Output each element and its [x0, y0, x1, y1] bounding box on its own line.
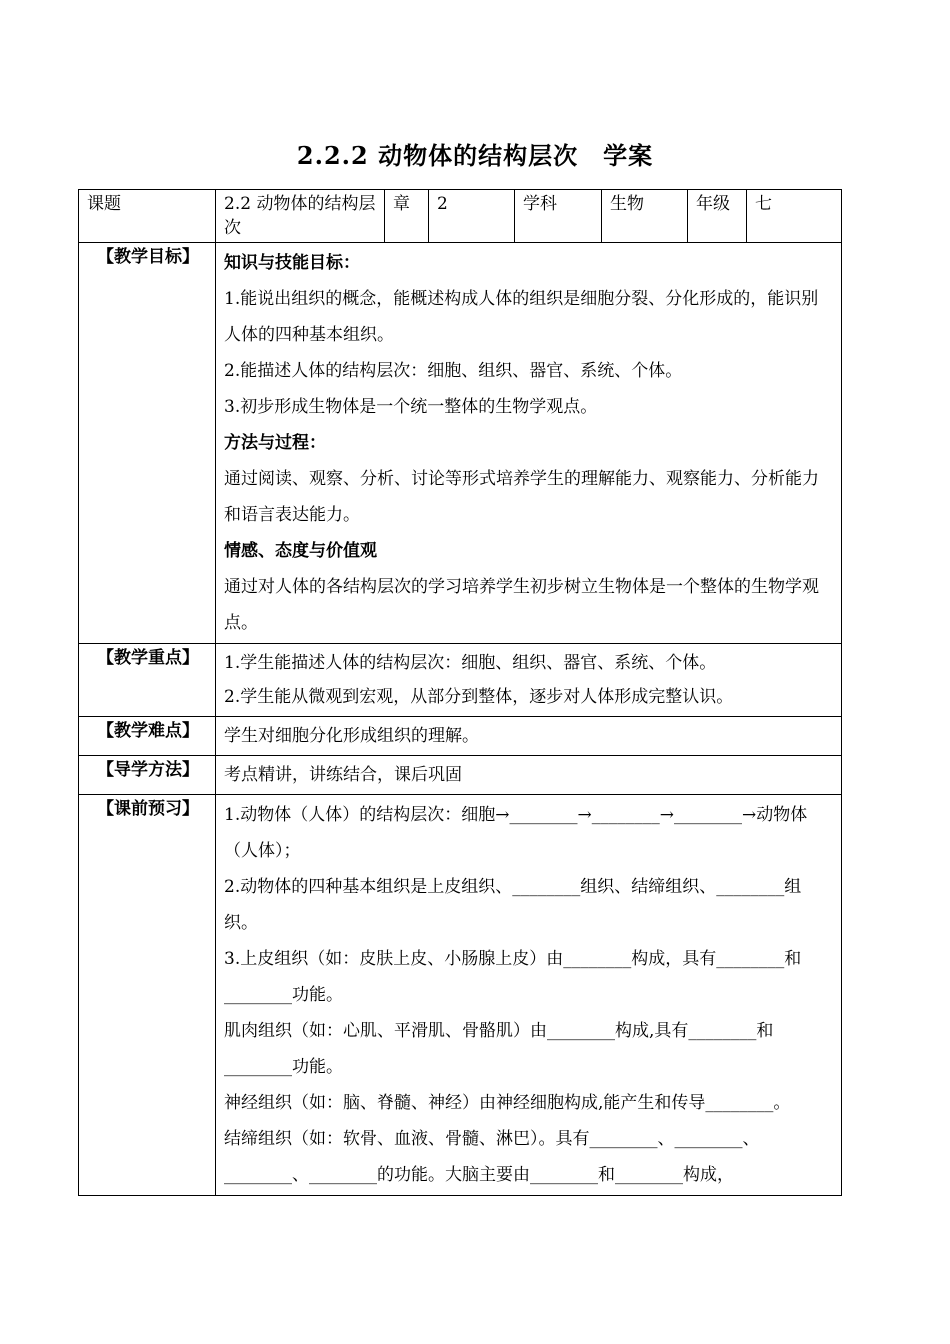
chapter-label: 章 [385, 190, 429, 243]
subject-value: 生物 [602, 190, 688, 243]
knowledge-item-1: 1.能说出组织的概念，能概述构成人体的组织是细胞分裂、分化形成的，能识别人体的四种基本组织。 [224, 289, 819, 345]
difficulty-content [216, 717, 842, 756]
key-point-1: 1.学生能描述人体的结构层次：细胞、组织、器官、系统、个体。 [224, 653, 717, 673]
page-title: 2.2.2 动物体的结构层次 学案 [296, 141, 654, 170]
key-points-row [79, 644, 842, 717]
difficulty-row [79, 717, 842, 756]
method-heading: 方法与过程： [224, 433, 326, 453]
preview-row [79, 795, 842, 1196]
knowledge-heading: 知识与技能目标： [224, 253, 360, 273]
preview-question-5: 神经组织（如：脑、脊髓、神经）由神经细胞构成,能产生和传导________。 [224, 1093, 791, 1113]
method-row [79, 756, 842, 795]
preview-question-2: 2.动物体的四种基本组织是上皮组织、________组织、结缔组织、________组织。 [224, 877, 802, 933]
lesson-plan-table [78, 189, 842, 1196]
emotion-heading: 情感、态度与价值观 [224, 541, 377, 561]
header-row [79, 190, 842, 243]
knowledge-item-3: 3.初步形成生物体是一个统一整体的生物学观点。 [224, 397, 598, 417]
emotion-text: 通过对人体的各结构层次的学习培养学生初步树立生物体是一个整体的生物学观点。 [224, 577, 819, 633]
chapter-value: 2 [429, 190, 515, 243]
preview-question-6: 结缔组织（如：软骨、血液、骨髓、淋巴）。具有________、________、________、________的功能。大脑主要由________和________构成， [224, 1129, 760, 1185]
subject-label: 学科 [515, 190, 602, 243]
preview-label: 【课前预习】 [79, 795, 216, 1196]
preview-question-3: 3.上皮组织（如：皮肤上皮、小肠腺上皮）由________构成，具有________和________功能。 [224, 949, 802, 1005]
method-row-text: 考点精讲，讲练结合，课后巩固 [224, 765, 462, 785]
difficulty-text: 学生对细胞分化形成组织的理解。 [224, 726, 479, 746]
knowledge-item-2: 2.能描述人体的结构层次：细胞、组织、器官、系统、个体。 [224, 361, 683, 381]
objectives-row [79, 243, 842, 644]
method-content [216, 756, 842, 795]
topic-value: 2.2 动物体的结构层次 [216, 190, 385, 243]
objectives-label: 【教学目标】 [79, 243, 216, 644]
preview-question-1: 1.动物体（人体）的结构层次：细胞→________→________→________→动物体（人体）； [224, 805, 808, 861]
key-points-label: 【教学重点】 [79, 644, 216, 717]
preview-question-4: 肌肉组织（如：心肌、平滑肌、骨骼肌）由________构成,具有________和________功能。 [224, 1021, 774, 1077]
key-point-2: 2.学生能从微观到宏观，从部分到整体，逐步对人体形成完整认识。 [224, 687, 734, 707]
grade-value: 七 [747, 190, 842, 243]
difficulty-label: 【教学难点】 [79, 717, 216, 756]
preview-content [216, 795, 842, 1196]
grade-label: 年级 [688, 190, 747, 243]
key-points-content [216, 644, 842, 717]
objectives-content [216, 243, 842, 644]
method-label: 【导学方法】 [79, 756, 216, 795]
topic-label: 课题 [79, 190, 216, 243]
method-text: 通过阅读、观察、分析、讨论等形式培养学生的理解能力、观察能力、分析能力和语言表达能力。 [224, 469, 819, 525]
